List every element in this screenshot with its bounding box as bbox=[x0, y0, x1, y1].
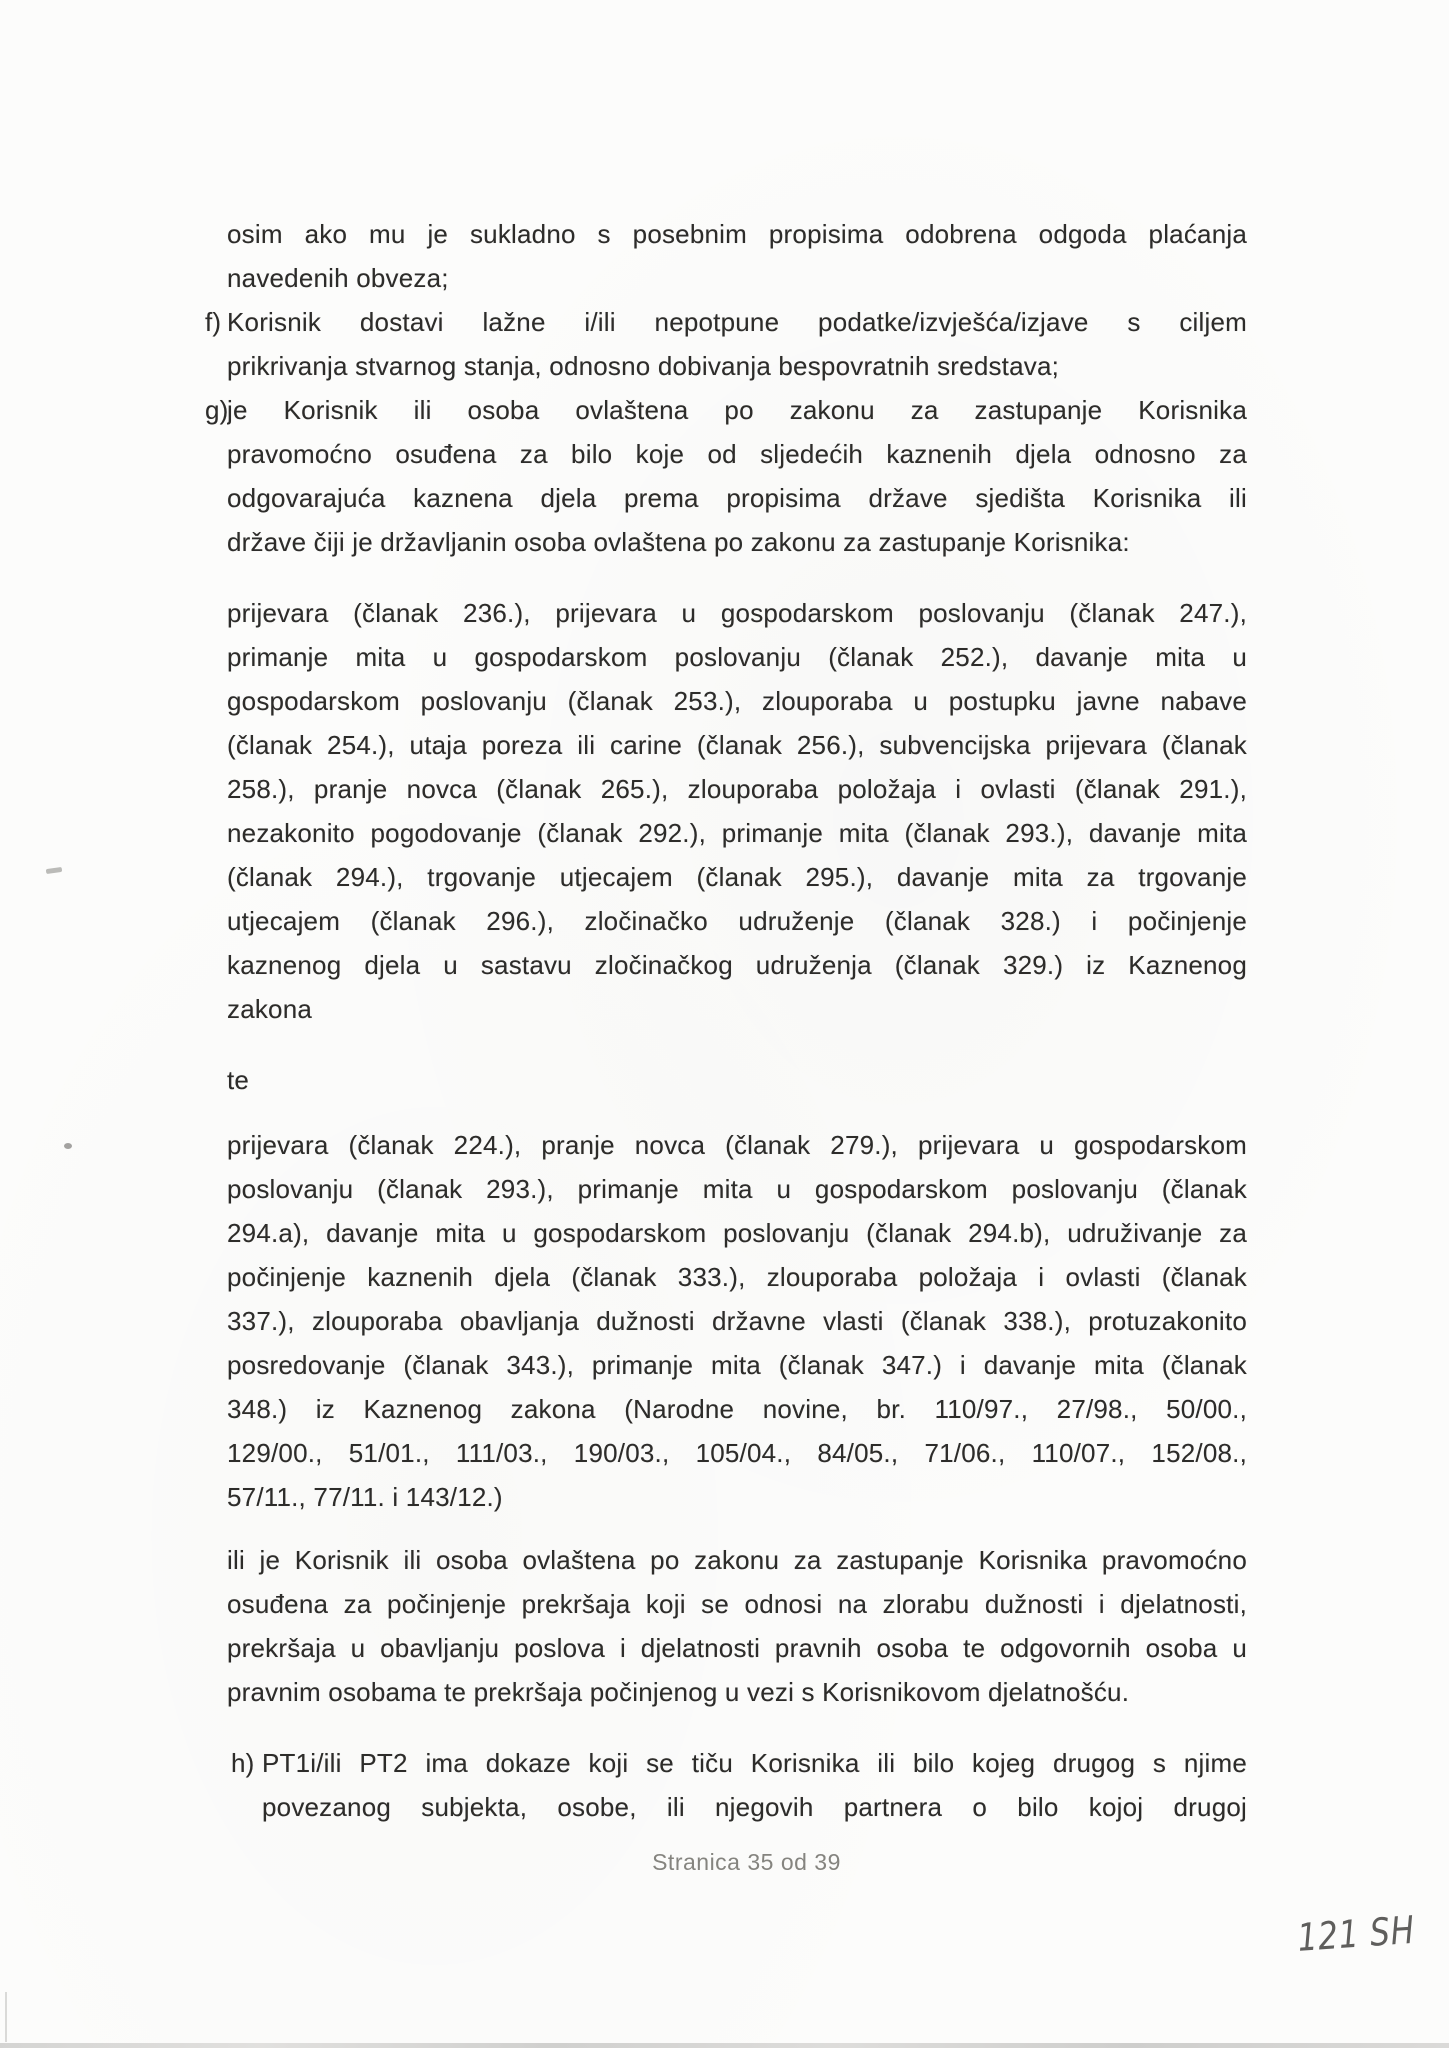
text-line: posredovanje (članak 343.), primanje mita (članak 347.) i davanje mita (članak bbox=[227, 1350, 1247, 1380]
handwritten-note: 121 SH bbox=[1296, 1907, 1417, 1960]
text-line: utjecajem (članak 296.), zločinačko udruženje (članak 328.) i počinjenje bbox=[227, 906, 1247, 936]
list-marker-f: f) bbox=[205, 307, 222, 337]
paragraph-misdemeanour-clause bbox=[227, 1538, 1247, 1714]
text-line: odgovarajuća kaznena djela prema propisima države sjedišta Korisnika ili bbox=[227, 483, 1247, 513]
text-line: zakona bbox=[227, 994, 313, 1024]
list-item-h-text bbox=[262, 1741, 1247, 1829]
text-line: poslovanju (članak 293.), primanje mita u gospodarskom poslovanju (članak bbox=[227, 1174, 1247, 1204]
list-marker-g: g) bbox=[205, 395, 229, 425]
scan-edge-bottom bbox=[0, 2043, 1449, 2048]
text-line: navedenih obveza; bbox=[227, 263, 449, 293]
list-item-g-text bbox=[227, 388, 1247, 564]
text-line: države čiji je državljanin osoba ovlaštena po zakonu za zastupanje Korisnika: bbox=[227, 527, 1130, 557]
text-line: Korisnik dostavi lažne i/ili nepotpune podatke/izvješća/izjave s ciljem bbox=[227, 307, 1247, 337]
text-line: primanje mita u gospodarskom poslovanju (članak 252.), davanje mita u bbox=[227, 642, 1247, 672]
list-item-continuation bbox=[227, 212, 1247, 300]
list-item-g bbox=[205, 388, 1247, 564]
text-line: PT1i/ili PT2 ima dokaze koji se tiču Korisnika ili bilo kojeg drugog s njime bbox=[262, 1748, 1247, 1778]
text-line: te bbox=[227, 1065, 250, 1095]
text-line: 294.a), davanje mita u gospodarskom poslovanju (članak 294.b), udruživanje za bbox=[227, 1218, 1247, 1248]
text-line: je Korisnik ili osoba ovlaštena po zakonu za zastupanje Korisnika bbox=[227, 395, 1247, 425]
text-line: (članak 254.), utaja poreza ili carine (članak 256.), subvencijska prijevara (članak bbox=[227, 730, 1247, 760]
scan-artifact-dot bbox=[64, 1143, 72, 1149]
text-line: 57/11., 77/11. i 143/12.) bbox=[227, 1482, 503, 1512]
list-marker-h: h) bbox=[231, 1748, 255, 1778]
text-line: pravomoćno osuđena za bilo koje od sljedećih kaznenih djela odnosno za bbox=[227, 439, 1247, 469]
text-line: 258.), pranje novca (članak 265.), zlouporaba položaja i ovlasti (članak 291.), bbox=[227, 774, 1247, 804]
text-line: 129/00., 51/01., 111/03., 190/03., 105/04., 84/05., 71/06., 110/07., 152/08., bbox=[227, 1438, 1247, 1468]
text-line: nezakonito pogodovanje (članak 292.), primanje mita (članak 293.), davanje mita bbox=[227, 818, 1247, 848]
list-item-f-text bbox=[227, 300, 1247, 388]
text-line: gospodarskom poslovanju (članak 253.), zlouporaba u postupku javne nabave bbox=[227, 686, 1247, 716]
list-item-h bbox=[227, 1741, 1247, 1829]
text-line: prikrivanja stvarnog stanja, odnosno dobivanja bespovratnih sredstava; bbox=[227, 351, 1060, 381]
text-line: osuđena za počinjenje prekršaja koji se odnosi na zlorabu dužnosti i djelatnosti, bbox=[227, 1589, 1247, 1619]
page-content bbox=[205, 212, 1247, 1829]
text-line: osim ako mu je sukladno s posebnim propisima odobrena odgoda plaćanja bbox=[227, 219, 1247, 249]
page-number-footer: Stranica 35 od 39 bbox=[652, 1849, 841, 1875]
paragraph-criminal-offences-kz2011 bbox=[227, 591, 1247, 1031]
scan-edge-left bbox=[5, 1992, 7, 2042]
paragraph-te-connector bbox=[227, 1058, 1247, 1102]
paragraph-criminal-offences-kz1997 bbox=[227, 1123, 1247, 1519]
text-line: prekršaja u obavljanju poslova i djelatnosti pravnih osoba te odgovornih osoba u bbox=[227, 1633, 1247, 1663]
text-line: ili je Korisnik ili osoba ovlaštena po zakonu za zastupanje Korisnika pravomoćno bbox=[227, 1545, 1247, 1575]
text-line: kaznenog djela u sastavu zločinačkog udruženja (članak 329.) iz Kaznenog bbox=[227, 950, 1247, 980]
text-line: (članak 294.), trgovanje utjecajem (članak 295.), davanje mita za trgovanje bbox=[227, 862, 1247, 892]
text-line: 337.), zlouporaba obavljanja dužnosti državne vlasti (članak 338.), protuzakonito bbox=[227, 1306, 1247, 1336]
scan-artifact-dash bbox=[46, 867, 63, 874]
text-line: prijevara (članak 224.), pranje novca (članak 279.), prijevara u gospodarskom bbox=[227, 1130, 1247, 1160]
text-line: pravnim osobama te prekršaja počinjenog u vezi s Korisnikovom djelatnošću. bbox=[227, 1677, 1130, 1707]
text-line: počinjenje kaznenih djela (članak 333.), zlouporaba položaja i ovlasti (članak bbox=[227, 1262, 1247, 1292]
list-item-f bbox=[205, 300, 1247, 388]
text-line: prijevara (članak 236.), prijevara u gospodarskom poslovanju (članak 247.), bbox=[227, 598, 1247, 628]
text-line: 348.) iz Kaznenog zakona (Narodne novine, br. 110/97., 27/98., 50/00., bbox=[227, 1394, 1247, 1424]
text-line: povezanog subjekta, osobe, ili njegovih partnera o bilo kojoj drugoj bbox=[262, 1792, 1247, 1822]
